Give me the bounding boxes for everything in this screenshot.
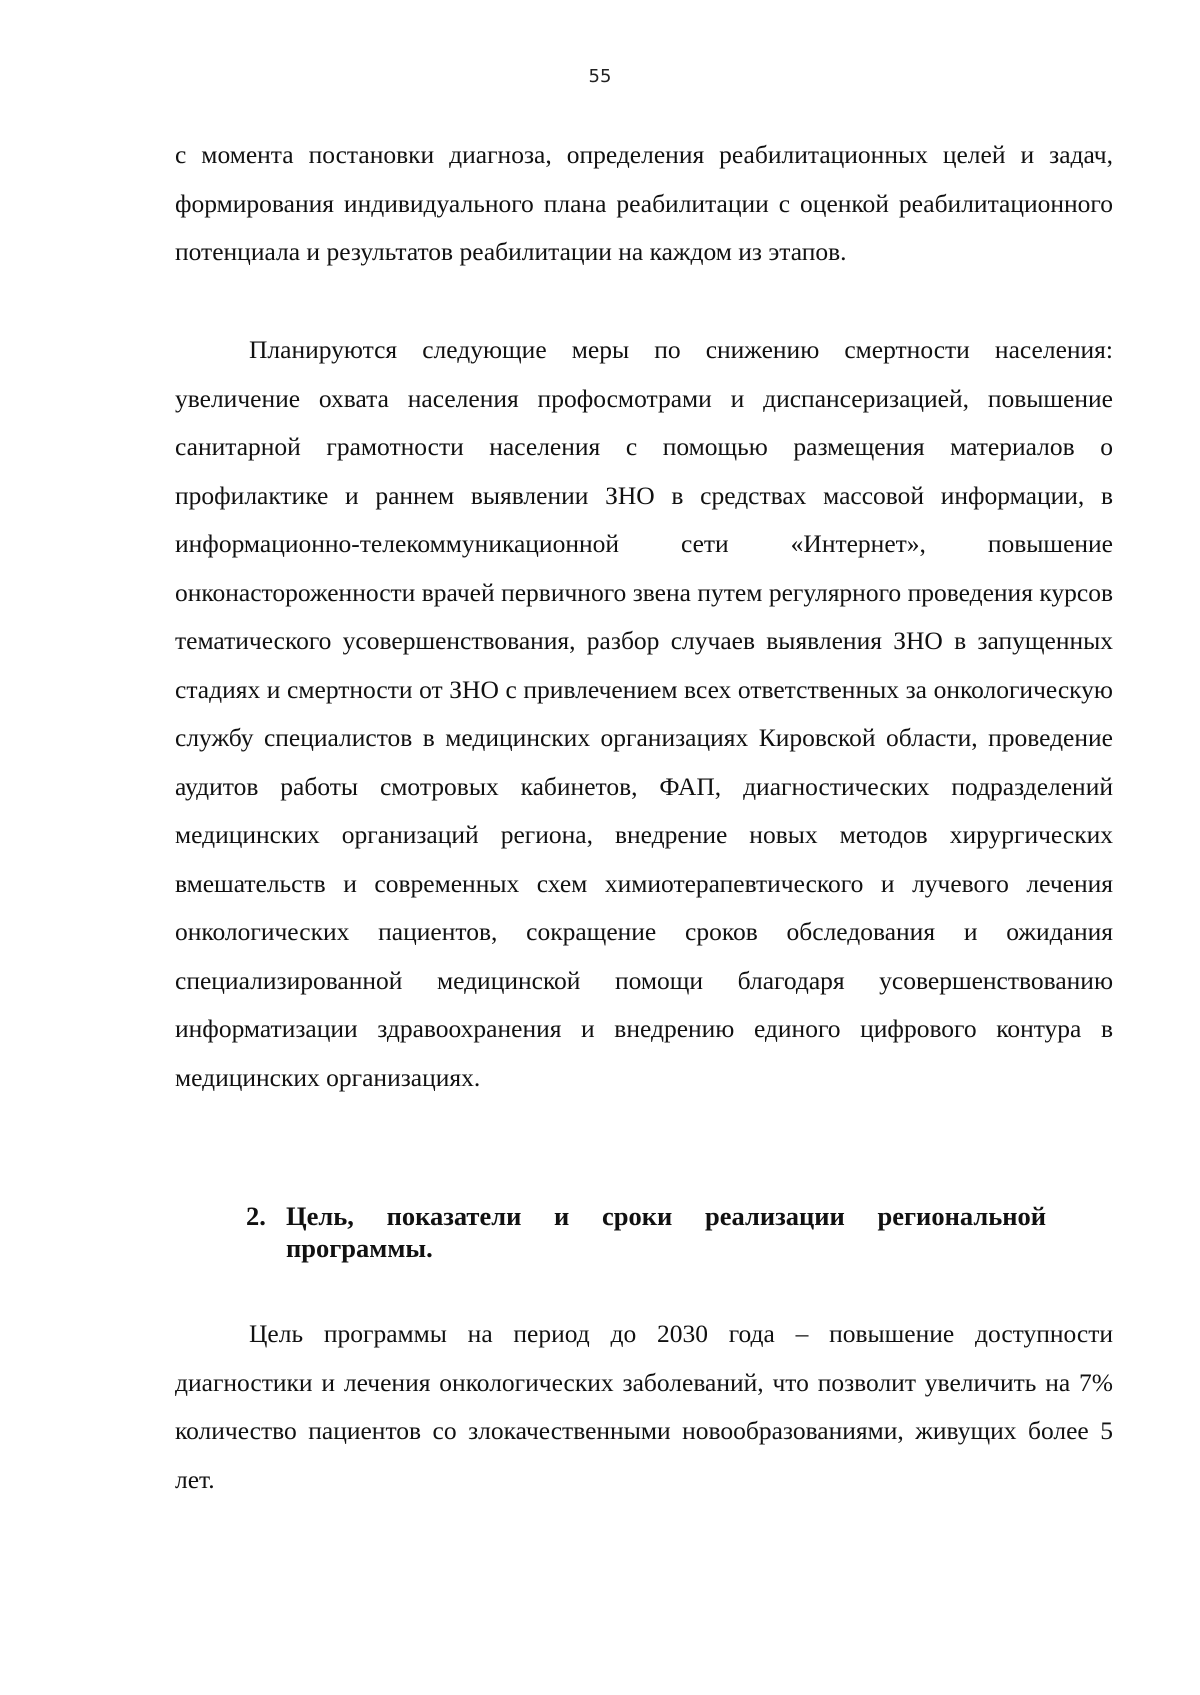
section-title: Цель, показатели и сроки реализации региональной программы. [286,1201,1046,1263]
paragraph-rehabilitation-continuation: с момента постановки диагноза, определения реабилитационных целей и задач, формирования индивидуального плана реабилитации с оценкой реабилитационного потенциала и результатов реабилитации на каждом из этапов. [175,140,1113,266]
page-number: 55 [588,66,612,87]
paragraph-program-goal: Цель программы на период до 2030 года – повышение доступности диагностики и лечения онкологических заболеваний, что позволит увеличить на 7% количество пациентов со злокачественными новообразованиями, живущих более 5 лет. [175,1319,1113,1494]
paragraph-mortality-measures: Планируются следующие меры по снижению смертности населения: увеличение охвата населения профосмотрами и диспансеризацией, повышение санитарной грамотности населения с помощью размещения материалов о профилактике и раннем выявлении ЗНО в средствах массовой информации, в информационно-телекоммуникационной сети «Интернет», повышение онконастороженности врачей первичного звена путем регулярного проведения курсов тематического усовершенствования, разбор случаев выявления ЗНО в запущенных стадиях и смертности от ЗНО с привлечением всех ответственных за онкологическую службу специалистов в медицинских организациях Кировской области, проведение аудитов работы смотровых кабинетов, ФАП, диагностических подразделений медицинских организаций региона, внедрение новых методов хирургических вмешательств и современных схем химиотерапевтического и лучевого лечения онкологических пациентов, сокращение сроков обследования и ожидания специализированной медицинской помощи благодаря усовершенствованию информатизации здравоохранения и внедрению единого цифрового контура в медицинских организациях. [175,335,1113,1092]
section-number: 2. [246,1201,266,1231]
section-heading [246,1200,1046,1264]
